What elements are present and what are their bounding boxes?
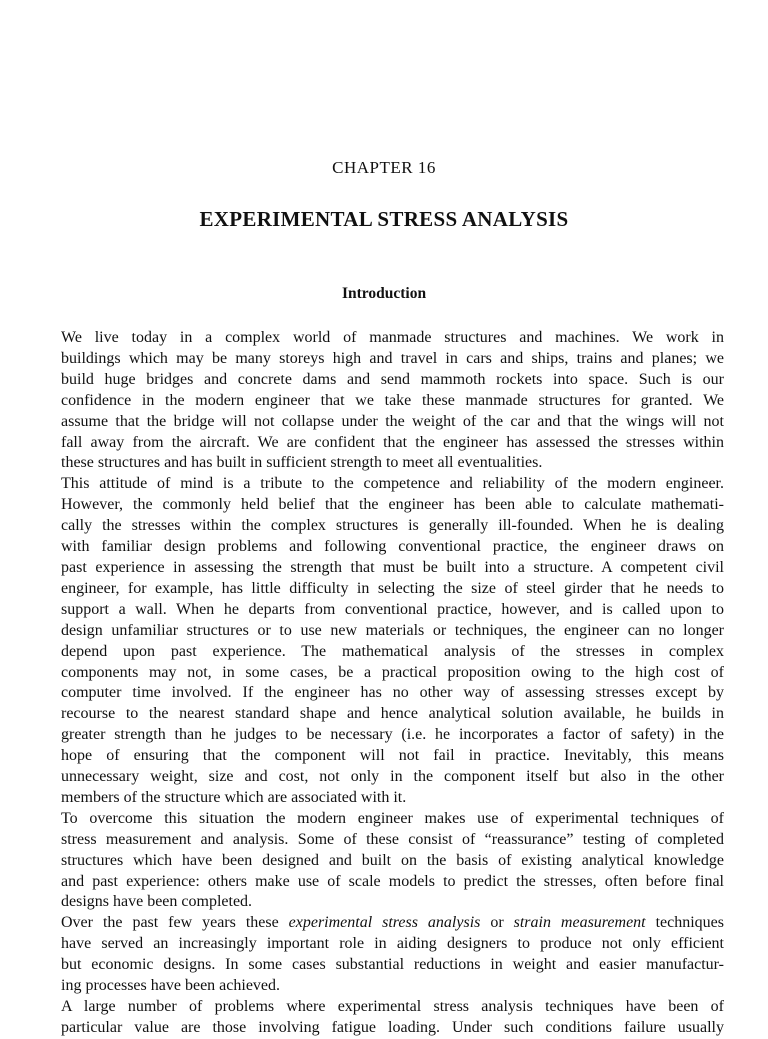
text-line: computer time involved. If the engineer has no other way of assessing stresses except by — [61, 684, 724, 702]
text-line: design unfamiliar structures or to use new materials or techniques, the engineer can no longer — [61, 621, 724, 639]
text-line: hope of ensuring that the component will not fail in practice. Inevitably, this means — [61, 747, 724, 765]
text-line: past experience in assessing the strength that must be built into a structure. A competent civil — [61, 558, 724, 576]
text-line: structures which have been designed and built on the basis of existing analytical knowledge — [61, 851, 724, 869]
text-line: components may not, in some cases, be a practical proposition owing to the high cost of — [61, 663, 724, 681]
text-line: assume that the bridge will not collapse under the weight of the car and that the wings will not — [61, 412, 724, 430]
text-line: This attitude of mind is a tribute to the competence and reliability of the modern engineer. — [61, 475, 724, 493]
text-line: However, the commonly held belief that the engineer has been able to calculate mathemati- — [61, 496, 724, 514]
emphasis-text: strain measurement — [513, 914, 646, 932]
text-line: designs have been completed. — [61, 893, 253, 911]
text-line: recourse to the nearest standard shape and hence analytical solution available, he builds in — [61, 705, 724, 723]
emphasis-text: experimental stress analysis — [288, 914, 481, 932]
text-run: Over the past few years these — [61, 914, 289, 932]
text-line: A large number of problems where experimental stress analysis techniques have been of — [61, 998, 724, 1015]
text-line: build huge bridges and concrete dams and send mammoth rockets into space. Such is our — [61, 370, 724, 388]
text-line: engineer, for example, has little difficulty in selecting the size of steel girder that he needs to — [61, 579, 724, 597]
chapter-title: EXPERIMENTAL STRESS ANALYSIS — [199, 207, 569, 231]
text-line: fall away from the aircraft. We are confident that the engineer has assessed the stresses within — [61, 433, 724, 451]
body-text — [43, 328, 724, 1039]
text-line: We live today in a complex world of manmade structures and machines. We work in — [61, 329, 724, 346]
text-run: or — [480, 914, 514, 932]
text-line: support a wall. When he departs from conventional practice, however, and is called upon to — [61, 600, 724, 618]
text-line — [43, 913, 724, 934]
text-line: with familiar design problems and following conventional practice, the engineer draws on — [61, 538, 724, 556]
text-line: depend upon past experience. The mathematical analysis of the stresses in complex — [61, 642, 724, 660]
text-line: confidence in the modern engineer that we take these manmade structures for granted. We — [61, 391, 724, 409]
paragraph-5 — [43, 997, 724, 1039]
text-line: members of the structure which are associated with it. — [61, 788, 407, 806]
text-line: unnecessary weight, size and cost, not only in the component itself but also in the other — [61, 768, 724, 786]
text-line: ing processes have been achieved. — [61, 977, 281, 995]
text-line: but economic designs. In some cases substantial reductions in weight and easier manufactur- — [61, 956, 724, 974]
text-line: particular value are those involving fatigue loading. Under such conditions failure usually — [61, 1018, 724, 1036]
text-run: techniques — [645, 914, 724, 932]
text-line: these structures and has built in sufficient strength to meet all eventualities. — [61, 454, 543, 472]
text-line: cally the stresses within the complex structures is generally ill-founded. When he is dealing — [61, 517, 724, 535]
section-heading: Introduction — [341, 285, 427, 302]
text-line: greater strength than he judges to be necessary (i.e. he incorporates a factor of safety) in the — [61, 726, 724, 744]
paragraph-4 — [43, 913, 724, 997]
text-line: stress measurement and analysis. Some of these consist of “reassurance” testing of completed — [61, 830, 724, 848]
paragraph-2 — [43, 474, 724, 809]
text-line: To overcome this situation the modern engineer makes use of experimental techniques of — [61, 809, 724, 827]
paragraph-3 — [43, 809, 724, 914]
paragraph-1 — [43, 328, 724, 474]
text-line: buildings which may be many storeys high and travel in cars and ships, trains and planes; we — [61, 349, 724, 367]
text-line: have served an increasingly important role in aiding designers to produce not only efficient — [61, 935, 724, 953]
chapter-label: CHAPTER 16 — [332, 158, 436, 177]
text-line: and past experience: others make use of scale models to predict the stresses, often before final — [61, 872, 724, 890]
